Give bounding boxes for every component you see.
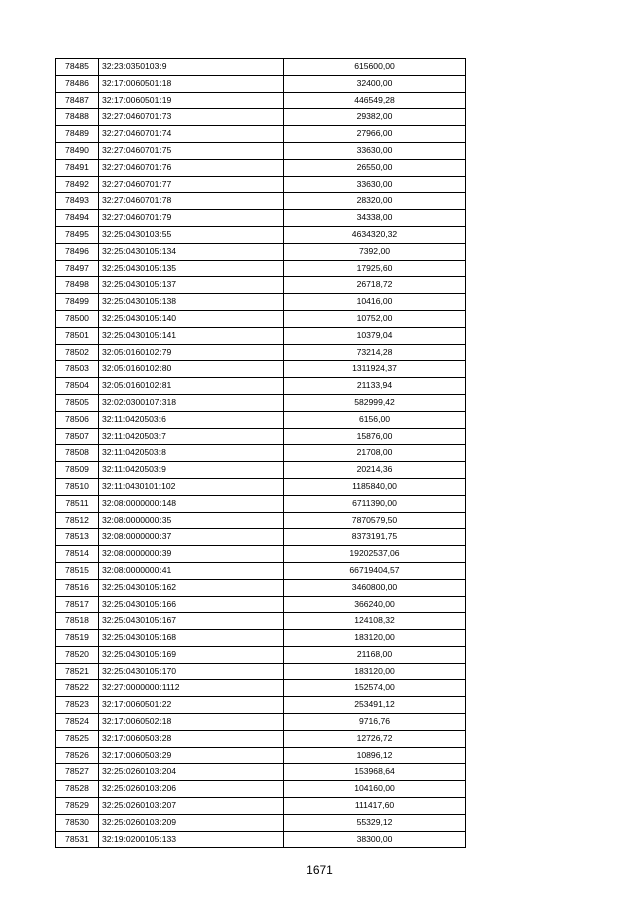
value-cell: 253491,12 — [284, 697, 466, 714]
table-row — [56, 361, 466, 378]
cadastral-number-cell: 32:08:0000000:148 — [99, 495, 284, 512]
cadastral-number-cell: 32:11:0430101:102 — [99, 478, 284, 495]
row-number-cell: 78524 — [56, 714, 99, 731]
value-cell: 183120,00 — [284, 630, 466, 647]
cadastral-number-cell: 32:05:0160102:79 — [99, 344, 284, 361]
row-number-cell: 78504 — [56, 378, 99, 395]
row-number-cell: 78522 — [56, 680, 99, 697]
row-number-cell: 78518 — [56, 613, 99, 630]
value-cell: 111417,60 — [284, 798, 466, 815]
value-cell: 615600,00 — [284, 59, 466, 76]
page-number: 1671 — [306, 863, 333, 877]
cadastral-number-cell: 32:05:0160102:81 — [99, 378, 284, 395]
table-row — [56, 92, 466, 109]
row-number-cell: 78527 — [56, 764, 99, 781]
table-row — [56, 75, 466, 92]
cadastral-number-cell: 32:17:0060502:18 — [99, 714, 284, 731]
table-row — [56, 730, 466, 747]
row-number-cell: 78498 — [56, 277, 99, 294]
row-number-cell: 78520 — [56, 646, 99, 663]
cadastral-number-cell: 32:11:0420503:8 — [99, 445, 284, 462]
cadastral-number-cell: 32:23:0350103:9 — [99, 59, 284, 76]
row-number-cell: 78488 — [56, 109, 99, 126]
cadastral-number-cell: 32:25:0430105:138 — [99, 294, 284, 311]
cadastral-number-cell: 32:25:0260103:209 — [99, 814, 284, 831]
row-number-cell: 78485 — [56, 59, 99, 76]
value-cell: 15876,00 — [284, 428, 466, 445]
cadastral-number-cell: 32:08:0000000:39 — [99, 546, 284, 563]
value-cell: 21708,00 — [284, 445, 466, 462]
table-row — [56, 697, 466, 714]
cadastral-number-cell: 32:11:0420503:7 — [99, 428, 284, 445]
row-number-cell: 78499 — [56, 294, 99, 311]
table-row — [56, 260, 466, 277]
row-number-cell: 78521 — [56, 663, 99, 680]
table-row — [56, 126, 466, 143]
value-cell: 10416,00 — [284, 294, 466, 311]
row-number-cell: 78500 — [56, 310, 99, 327]
cadastral-number-cell: 32:17:0060503:28 — [99, 730, 284, 747]
cadastral-number-cell: 32:08:0000000:35 — [99, 512, 284, 529]
cadastral-number-cell: 32:25:0430105:134 — [99, 243, 284, 260]
row-number-cell: 78491 — [56, 159, 99, 176]
table-row — [56, 798, 466, 815]
value-cell: 26550,00 — [284, 159, 466, 176]
cadastral-number-cell: 32:25:0430105:167 — [99, 613, 284, 630]
row-number-cell: 78512 — [56, 512, 99, 529]
value-cell: 73214,28 — [284, 344, 466, 361]
table-row — [56, 646, 466, 663]
table-row — [56, 596, 466, 613]
value-cell: 1185840,00 — [284, 478, 466, 495]
cadastral-number-cell: 32:19:0200105:133 — [99, 831, 284, 848]
value-cell: 33630,00 — [284, 176, 466, 193]
value-cell: 19202537,06 — [284, 546, 466, 563]
cadastral-number-cell: 32:25:0260103:204 — [99, 764, 284, 781]
table-row — [56, 294, 466, 311]
cadastral-number-cell: 32:08:0000000:37 — [99, 529, 284, 546]
row-number-cell: 78492 — [56, 176, 99, 193]
table-body — [56, 59, 466, 848]
cadastral-number-cell: 32:27:0460701:77 — [99, 176, 284, 193]
value-cell: 153968,64 — [284, 764, 466, 781]
cadastral-number-cell: 32:05:0160102:80 — [99, 361, 284, 378]
value-cell: 34338,00 — [284, 210, 466, 227]
value-cell: 10379,04 — [284, 327, 466, 344]
cadastral-number-cell: 32:25:0430105:162 — [99, 579, 284, 596]
row-number-cell: 78513 — [56, 529, 99, 546]
row-number-cell: 78511 — [56, 495, 99, 512]
table-row — [56, 814, 466, 831]
row-number-cell: 78486 — [56, 75, 99, 92]
value-cell: 124108,32 — [284, 613, 466, 630]
table-row — [56, 613, 466, 630]
cadastral-number-cell: 32:17:0060503:29 — [99, 747, 284, 764]
value-cell: 10752,00 — [284, 310, 466, 327]
table-row — [56, 747, 466, 764]
row-number-cell: 78489 — [56, 126, 99, 143]
cadastral-number-cell: 32:11:0420503:6 — [99, 411, 284, 428]
row-number-cell: 78526 — [56, 747, 99, 764]
value-cell: 29382,00 — [284, 109, 466, 126]
cadastral-number-cell: 32:17:0060501:18 — [99, 75, 284, 92]
value-cell: 366240,00 — [284, 596, 466, 613]
cadastral-value-table — [55, 58, 466, 848]
value-cell: 33630,00 — [284, 142, 466, 159]
table-row — [56, 109, 466, 126]
cadastral-number-cell: 32:27:0460701:78 — [99, 193, 284, 210]
row-number-cell: 78531 — [56, 831, 99, 848]
value-cell: 3460800,00 — [284, 579, 466, 596]
table-row — [56, 546, 466, 563]
row-number-cell: 78529 — [56, 798, 99, 815]
row-number-cell: 78514 — [56, 546, 99, 563]
cadastral-number-cell: 32:25:0430105:137 — [99, 277, 284, 294]
value-cell: 17925,60 — [284, 260, 466, 277]
row-number-cell: 78528 — [56, 781, 99, 798]
row-number-cell: 78505 — [56, 394, 99, 411]
cadastral-number-cell: 32:25:0260103:207 — [99, 798, 284, 815]
cadastral-number-cell: 32:25:0260103:206 — [99, 781, 284, 798]
row-number-cell: 78495 — [56, 226, 99, 243]
cadastral-number-cell: 32:11:0420503:9 — [99, 462, 284, 479]
value-cell: 20214,36 — [284, 462, 466, 479]
cadastral-number-cell: 32:27:0000000:1112 — [99, 680, 284, 697]
row-number-cell: 78517 — [56, 596, 99, 613]
value-cell: 55329,12 — [284, 814, 466, 831]
cadastral-number-cell: 32:25:0430103:55 — [99, 226, 284, 243]
table-row — [56, 394, 466, 411]
cadastral-number-cell: 32:25:0430105:168 — [99, 630, 284, 647]
table-row — [56, 579, 466, 596]
value-cell: 32400,00 — [284, 75, 466, 92]
value-cell: 7870579,50 — [284, 512, 466, 529]
row-number-cell: 78494 — [56, 210, 99, 227]
row-number-cell: 78487 — [56, 92, 99, 109]
cadastral-number-cell: 32:02:0300107:318 — [99, 394, 284, 411]
table-row — [56, 411, 466, 428]
row-number-cell: 78493 — [56, 193, 99, 210]
table-row — [56, 495, 466, 512]
table-row — [56, 243, 466, 260]
row-number-cell: 78516 — [56, 579, 99, 596]
cadastral-number-cell: 32:27:0460701:74 — [99, 126, 284, 143]
table-row — [56, 529, 466, 546]
table-row — [56, 142, 466, 159]
table-row — [56, 159, 466, 176]
cadastral-number-cell: 32:25:0430105:170 — [99, 663, 284, 680]
row-number-cell: 78496 — [56, 243, 99, 260]
value-cell: 152574,00 — [284, 680, 466, 697]
value-cell: 7392,00 — [284, 243, 466, 260]
table-row — [56, 663, 466, 680]
row-number-cell: 78497 — [56, 260, 99, 277]
table-row — [56, 327, 466, 344]
table-row — [56, 310, 466, 327]
cadastral-number-cell: 32:27:0460701:79 — [99, 210, 284, 227]
table-row — [56, 445, 466, 462]
value-cell: 26718,72 — [284, 277, 466, 294]
value-cell: 21133,94 — [284, 378, 466, 395]
value-cell: 66719404,57 — [284, 562, 466, 579]
row-number-cell: 78509 — [56, 462, 99, 479]
table-row — [56, 630, 466, 647]
table-row — [56, 562, 466, 579]
row-number-cell: 78503 — [56, 361, 99, 378]
cadastral-number-cell: 32:25:0430105:141 — [99, 327, 284, 344]
row-number-cell: 78525 — [56, 730, 99, 747]
row-number-cell: 78523 — [56, 697, 99, 714]
value-cell: 9716,76 — [284, 714, 466, 731]
table-row — [56, 277, 466, 294]
cadastral-number-cell: 32:08:0000000:41 — [99, 562, 284, 579]
value-cell: 6156,00 — [284, 411, 466, 428]
cadastral-number-cell: 32:25:0430105:169 — [99, 646, 284, 663]
value-cell: 28320,00 — [284, 193, 466, 210]
value-cell: 8373191,75 — [284, 529, 466, 546]
table-row — [56, 764, 466, 781]
value-cell: 10896,12 — [284, 747, 466, 764]
value-cell: 1311924,37 — [284, 361, 466, 378]
table-row — [56, 210, 466, 227]
value-cell: 27966,00 — [284, 126, 466, 143]
cadastral-number-cell: 32:25:0430105:140 — [99, 310, 284, 327]
row-number-cell: 78501 — [56, 327, 99, 344]
table-row — [56, 462, 466, 479]
table-row — [56, 344, 466, 361]
cadastral-number-cell: 32:27:0460701:76 — [99, 159, 284, 176]
value-cell: 183120,00 — [284, 663, 466, 680]
row-number-cell: 78519 — [56, 630, 99, 647]
value-cell: 446549,28 — [284, 92, 466, 109]
row-number-cell: 78507 — [56, 428, 99, 445]
table-row — [56, 59, 466, 76]
row-number-cell: 78510 — [56, 478, 99, 495]
table-row — [56, 680, 466, 697]
cadastral-number-cell: 32:25:0430105:166 — [99, 596, 284, 613]
cadastral-number-cell: 32:17:0060501:22 — [99, 697, 284, 714]
value-cell: 4634320,32 — [284, 226, 466, 243]
value-cell: 104160,00 — [284, 781, 466, 798]
value-cell: 12726,72 — [284, 730, 466, 747]
table-row — [56, 193, 466, 210]
table-row — [56, 176, 466, 193]
row-number-cell: 78515 — [56, 562, 99, 579]
value-cell: 582999,42 — [284, 394, 466, 411]
value-cell: 38300,00 — [284, 831, 466, 848]
table-row — [56, 714, 466, 731]
cadastral-number-cell: 32:27:0460701:73 — [99, 109, 284, 126]
row-number-cell: 78530 — [56, 814, 99, 831]
table-row — [56, 428, 466, 445]
table-row — [56, 378, 466, 395]
table-row — [56, 781, 466, 798]
cadastral-number-cell: 32:17:0060501:19 — [99, 92, 284, 109]
row-number-cell: 78502 — [56, 344, 99, 361]
table-row — [56, 512, 466, 529]
value-cell: 6711390,00 — [284, 495, 466, 512]
table-row — [56, 226, 466, 243]
row-number-cell: 78490 — [56, 142, 99, 159]
row-number-cell: 78506 — [56, 411, 99, 428]
row-number-cell: 78508 — [56, 445, 99, 462]
table-row — [56, 478, 466, 495]
cadastral-number-cell: 32:27:0460701:75 — [99, 142, 284, 159]
value-cell: 21168,00 — [284, 646, 466, 663]
cadastral-number-cell: 32:25:0430105:135 — [99, 260, 284, 277]
table-row — [56, 831, 466, 848]
